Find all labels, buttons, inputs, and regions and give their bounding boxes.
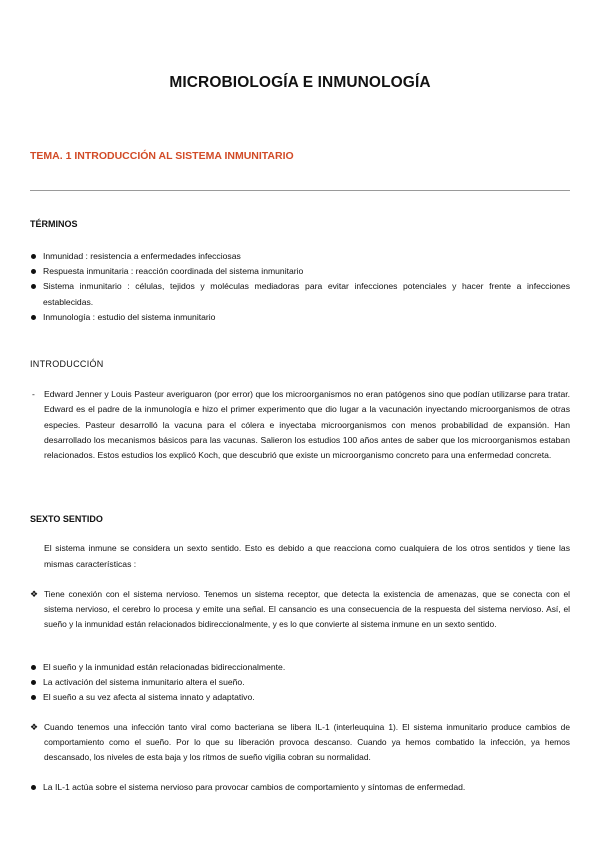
sexto-sentido-list [30,660,570,706]
bullet-icon [31,665,36,670]
list-item: Sistema inmunitario : células, tejidos y moléculas mediadoras para evitar infecciones potenciales y hacer frente a infecciones establecidas. [30,279,570,309]
bullet-icon [31,315,36,320]
list-item: El sueño y la inmunidad están relacionadas bidireccionalmente. [30,660,570,675]
star-paragraph-2-text: Cuando tenemos una infección tanto viral como bacteriana se libera IL-1 (interleuquina 1). El sistema inmunitario produce cambios de comportamiento como el sueño. Por lo que su liberación provoca descanso. Cuando ya hemos combatido la infección, ya hemos descansado, los niveles de esta baja y los ritmos de sueño vigilia cobran su normalidad. [44,722,570,763]
introduccion-text: Edward Jenner y Louis Pasteur averiguaron (por error) que los microorganismos no eran patógenos sino que podían utilizarse para tratar. Edward es el padre de la inmunología e hizo el primer experimento que dio lugar a la vacunación inyectando microorganismos de otras especies. Pasteur desarrolló la vacuna para el cólera e inyectaba microorganismos con menos probabilidad de expansión. Han desarrollado los mecanismos básicos para las vacunas. Salieron los estudios 100 años antes de saber que los microorganismos estaban relacionados. Estos estudios los explicó Koch, que descubrió que existe un microorganismo concreto para una enfermedad concreta. [44,389,570,461]
sexto-sentido-intro: El sistema inmune se considera un sexto sentido. Esto es debido a que reacciona como cualquiera de los otros sentidos y tiene las mismas características : [44,543,570,569]
bullet-icon [31,254,36,259]
list-item: La IL-1 actúa sobre el sistema nervioso para provocar cambios de comportamiento y síntomas de enfermedad. [30,780,570,795]
bullet-icon [31,269,36,274]
star-paragraph-1 [30,587,570,633]
dash-marker: - [32,389,35,399]
star-paragraph-2 [30,720,570,766]
bullet-icon [31,284,36,289]
sexto-sentido-heading: SEXTO SENTIDO [30,514,103,524]
terminos-heading: TÉRMINOS [30,219,78,229]
introduccion-paragraph [30,387,570,463]
terminos-list [30,249,570,325]
diamond-bullet-icon: ❖ [30,722,39,732]
list-item: Respuesta inmunitaria : reacción coordinada del sistema inmunitario [30,264,570,279]
bullet-icon [31,695,36,700]
list-item: El sueño a su vez afecta al sistema innato y adaptativo. [30,690,570,705]
bullet-icon [31,680,36,685]
horizontal-divider [30,190,570,191]
topic-heading: TEMA. 1 INTRODUCCIÓN AL SISTEMA INMUNITARIO [30,150,294,162]
final-list [30,780,570,795]
diamond-bullet-icon: ❖ [30,589,39,599]
introduccion-heading: INTRODUCCIÓN [30,359,104,369]
document-title: MICROBIOLOGÍA E INMUNOLOGÍA [169,74,431,91]
star-paragraph-1-text: Tiene conexión con el sistema nervioso. Tenemos un sistema receptor, que detecta la existencia de amenazas, que se conecta con el sistema nervioso, el cerebro lo procesa y emite una señal. El cansancio es una consecuencia de la respuesta del sistema nervioso. Así, el sueño y la inmunidad están relacionados bidireccionalmente, y es lo que convierte al sistema inmune en un sexto sentido. [44,589,570,630]
list-item: Inmunología : estudio del sistema inmunitario [30,310,570,325]
bullet-icon [31,785,36,790]
list-item: La activación del sistema inmunitario altera el sueño. [30,675,570,690]
list-item: Inmunidad : resistencia a enfermedades infecciosas [30,249,570,264]
